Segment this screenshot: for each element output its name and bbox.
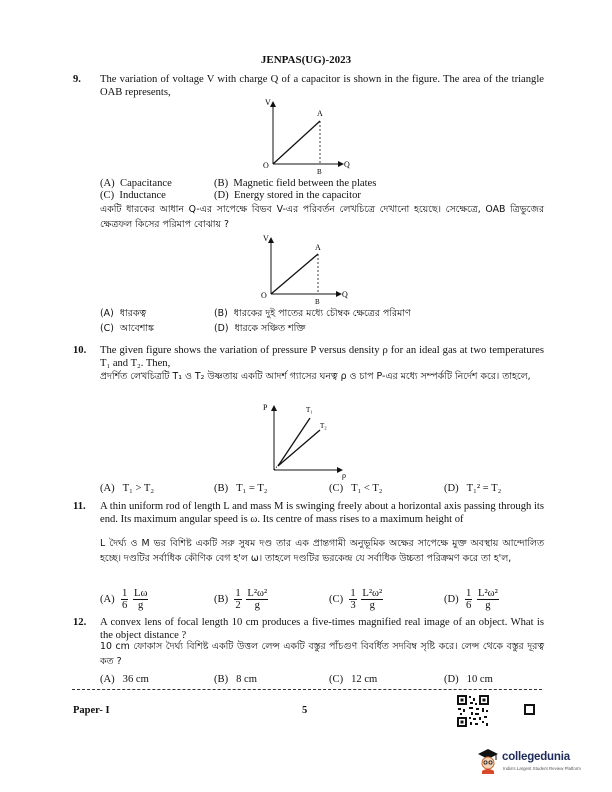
qr-code [456,694,490,728]
question-9-text-bn: একটি ধারকের আধান Q-এর সাপেক্ষে বিভব V-এর পরিবর্তন লেখচিত্রে দেখানো হয়েছে। সেক্ষেত্রে, OAB ত্রিভুজের ক্ষেত্রফল কিসের পরিমাপ বোঝায় ? [100,204,544,230]
q9-voltage-charge-graph-en [255,96,365,178]
footer-paper-label: Paper- I [73,705,110,716]
q9-fig-v-label: V [265,98,271,107]
q9-voltage-charge-graph-bn [253,232,363,306]
q10-fig-t1-label: T₁ [306,406,313,414]
q10-option-b: (B) T₁ = T₂ [214,483,268,494]
question-9-number: 9. [73,74,81,85]
q12-option-a: (A) 36 cm [100,674,149,685]
q12-option-b: (B) 8 cm [214,674,257,685]
q9-fig2-o-label: O [261,291,267,300]
q11-option-d: (D) $\frac{1}{6}$ $\frac{\text{L²ω²}}{g}$ [444,588,498,612]
q9-option-d-en: (D) Energy stored in the capacitor [214,190,361,201]
question-10-number: 10. [73,345,87,356]
q9-option-b-en: (B) Magnetic field between the plates [214,178,377,189]
q10-option-c: (C) T₁ < T₂ [329,483,383,494]
q9-fig-q-label: Q [344,160,350,169]
q9-fig2-a-label: A [315,243,321,252]
q9-option-a-bn: (A) ধারকত্ব [100,308,147,319]
question-10-text-en: The given figure shows the variation of pressure P versus density ρ for an ideal gas at two temperatures T₁ and T₂. Then, [100,345,544,369]
question-11-text-en: A thin uniform rod of length L and mass M is swinging freely about a horizontal axis passing through its end. Its maximum angular speed is ω. Its centre of mass rises to a maximum height of [100,501,544,525]
q9-option-b-bn: (B) ধারকের দুই পাতের মধ্যে চৌম্বক ক্ষেত্রের পরিমাণ [214,308,411,319]
q9-option-c-en: (C) Inductance [100,190,166,201]
q10-fig-t2-label: T₂ [320,422,327,430]
question-12-number: 12. [73,617,87,628]
question-12-text-bn: 10 cm ফোকাস দৈর্ঘ্য বিশিষ্ট একটি উত্তল লেন্স একটি বস্তুর পাঁচগুণ বিবর্ধিত সদবিম্ব সৃষ্টি করে। লেন্স থেকে বস্তুর দূরত্ব কত ? [100,641,544,667]
q9-option-a-en: (A) Capacitance [100,178,172,189]
question-11-number: 11. [73,501,86,512]
q10-pressure-density-graph [262,400,362,480]
q10-fig-rho-label: ρ [342,471,346,480]
q9-fig2-v-label: V [263,234,269,243]
collegedunia-brand: collegedunia [502,751,570,763]
q12-option-c: (C) 12 cm [329,674,378,685]
question-9-text-en: The variation of voltage V with charge Q of a capacitor is shown in the figure. The area of the triangle OAB represents, [100,74,544,98]
checkbox-square-icon [524,704,535,715]
question-10-text-bn: প্রদর্শিত লেখচিত্রটি T₁ ও T₂ উষ্ণতায় একটি আদর্শ গ্যাসের ঘনত্ব ρ ও চাপ P-এর মধ্যে সম্পর্কটি নির্দেশ করে। তাহলে, [100,371,531,382]
page-header-title: JENPAS(UG)-2023 [260,54,352,66]
q9-fig2-b-label: B [315,298,320,306]
q9-fig-b-label: B [317,168,322,176]
q10-option-a: (A) T₁ > T₂ [100,483,155,494]
q11-option-b: (B) $\frac{1}{2}$ $\frac{\text{L²ω²}}{g}$ [214,588,268,612]
q9-option-d-bn: (D) ধারকে সঞ্চিত শক্তি [214,323,306,334]
question-12-text-en: A convex lens of focal length 10 cm produces a five-times magnified real image of an object. What is the object distance ? [100,617,544,641]
collegedunia-tagline: India's Largest Student Review Platform [503,766,581,771]
q11-option-a: (A) $\frac{1}{6}$ $\frac{L\omega}{g}$ [100,588,148,612]
q9-fig-o-label: O [263,161,269,170]
q9-fig2-q-label: Q [342,290,348,299]
q10-fig-p-label: P [263,403,268,412]
q9-fig-a-label: A [317,109,323,118]
collegedunia-logo-icon [476,746,500,774]
q10-option-d: (D) T₁² = T₂ [444,483,502,494]
footer-divider [72,689,542,690]
q9-option-c-bn: (C) আবেশাঙ্ক [100,323,154,334]
footer-page-number: 5 [302,705,308,716]
q12-option-d: (D) 10 cm [444,674,493,685]
q11-option-c: (C) $\frac{1}{3}$ $\frac{\text{L²ω²}}{g}$ [329,588,383,612]
question-11-text-bn: L দৈর্ঘ্য ও M ভর বিশিষ্ট একটি সরু সুষম দণ্ড তার এক প্রান্তগামী অনুভূমিক অক্ষের সাপেক্ষে মুক্ত অবস্থায় আন্দোলিত হচ্ছে। দণ্ডটির সর্বাধিক কৌণিক বেগ হ'ল ω। তাহলে দণ্ডটির ভরকেন্দ্র যে সর্বাধিক উচ্চতা পরিক্রমণ করে তা হ'ল, [100,538,544,564]
